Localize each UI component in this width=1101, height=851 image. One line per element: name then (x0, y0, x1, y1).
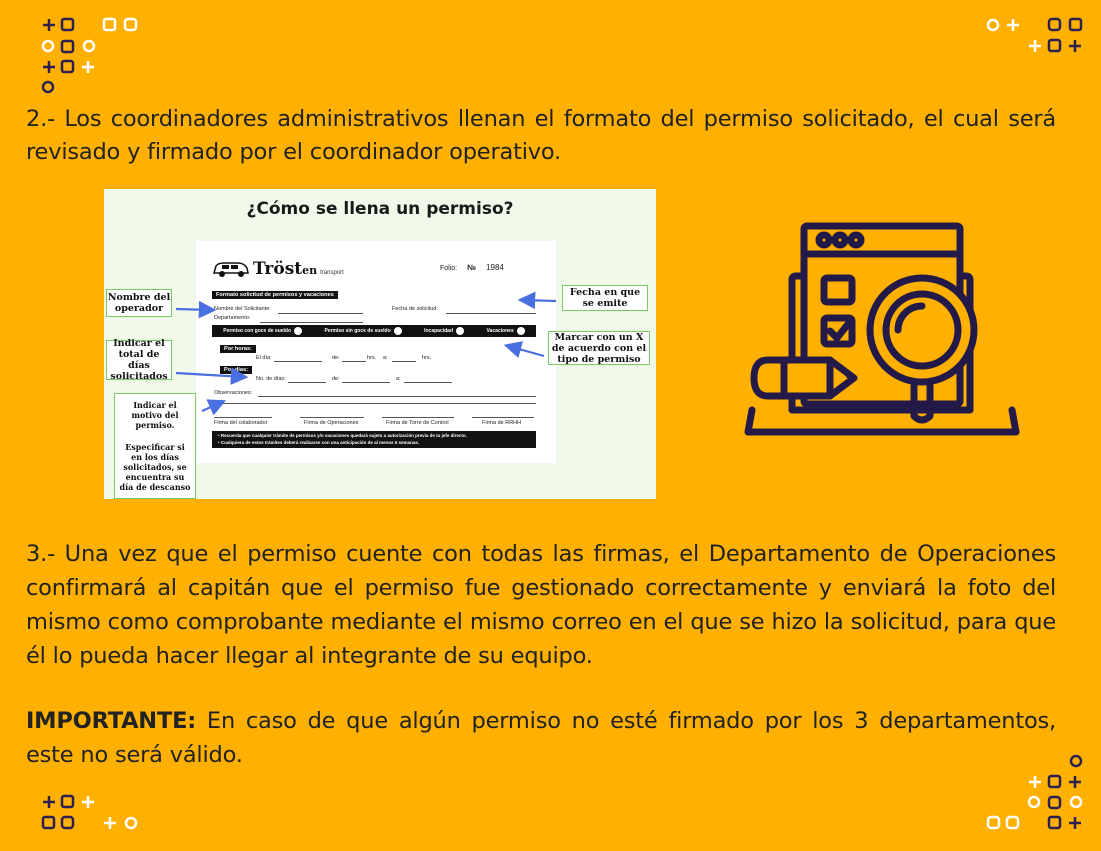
form-note-2: • Cualquiera de estos trámites deberá realizarse con una anticipación de al menos 5 semanas. (218, 439, 420, 445)
option-unpaid-leave: Permiso sin goce de sueldo (325, 327, 402, 335)
arrow-to-name-field (176, 309, 212, 310)
important-text: En caso de que algún permiso no esté firmado por los 3 departamentos, este no será válido. (26, 708, 1056, 768)
arrow-to-observations (202, 402, 222, 411)
form-instructions-image (104, 189, 656, 499)
callout-total-days: Indicar el total de días solicitados (106, 340, 172, 380)
option-vacation: Vacaciones (486, 327, 524, 335)
days-label: Por días: (220, 366, 252, 374)
laptop-document-search-icon (738, 220, 1026, 452)
form-image-title: ¿Cómo se llena un permiso? (246, 199, 514, 219)
arrow-to-date-field (522, 300, 556, 301)
form-header-bar: Formato solicitud de permisos y vacaciones (212, 291, 338, 299)
days-to-label: a: (396, 376, 401, 382)
hours-day-label: El día: (256, 355, 272, 361)
arrow-to-days-field (176, 373, 244, 377)
signature-hr: Firma de RRHH (482, 420, 522, 426)
hours-label: Por horas: (220, 345, 256, 353)
option-sick-leave: Incapacidad (424, 327, 464, 335)
decoration-top-left (40, 16, 142, 94)
arrow-to-options (508, 346, 544, 356)
logo-subtitle: transport (320, 270, 344, 276)
field-date-label: Fecha de solicitud: (392, 306, 438, 312)
form-note-1: • Recuerda que cualquier trámite de permisos y/o vacaciones quedará sujeto a autorización previa de tu jefe directo. (218, 433, 467, 438)
signature-operations: Firma de Operaciones (304, 420, 359, 426)
days-count-label: No. de días: (256, 376, 286, 382)
hours-from-label: de: (332, 355, 340, 361)
hours-unit-label: hrs. (367, 355, 377, 361)
field-department-label: Departamento: (214, 315, 251, 321)
observations-label: Observaciones: (214, 390, 253, 396)
hours-unit-label-2: hrs. (422, 355, 432, 361)
callout-reason: Indicar el motivo del permiso. (131, 400, 179, 430)
callout-mark-x: Marcar con un X de acuerdo con el tipo de permiso (548, 331, 650, 365)
signature-collaborator: Firma del colaborador (214, 420, 268, 426)
important-label: IMPORTANTE: (26, 708, 197, 734)
decoration-bottom-left (40, 794, 142, 836)
option-paid-leave: Permiso con goce de sueldo (223, 327, 302, 335)
callout-operator-name: Nombre del operador (106, 289, 172, 317)
signature-control-tower: Firma de Torre de Control (386, 420, 449, 426)
step-2-paragraph: 2.- Los coordinadores administrativos llenan el formato del permiso solicitado, el cual será revisado y firmado por el coordinador operativo. (26, 106, 1056, 165)
important-paragraph (26, 704, 1056, 772)
callout-rest-day: Especificar si en los días solicitados, se encuentra su día de descanso (119, 442, 191, 492)
callout-issue-date: Fecha en que se emite (562, 285, 648, 311)
decoration-top-right (985, 16, 1087, 58)
callout-arrows (104, 189, 656, 499)
field-name-label: Nombre del Solicitante: (214, 306, 271, 312)
step-3-paragraph: 3.- Una vez que el permiso cuente con todas las firmas, el Departamento de Operaciones confirmará al capitán que el permiso fue gestionado correctamente y enviará la foto del mismo como comprobante mediante el mismo correo en el que se hizo la solicitud, para que él lo pueda hacer llegar al integrante de su equipo. (26, 541, 1056, 669)
hours-to-label: a: (383, 355, 388, 361)
logo-word: Trösten (253, 259, 318, 279)
days-from-label: de: (332, 376, 340, 382)
folio: Folio: № 1984 (440, 263, 504, 272)
